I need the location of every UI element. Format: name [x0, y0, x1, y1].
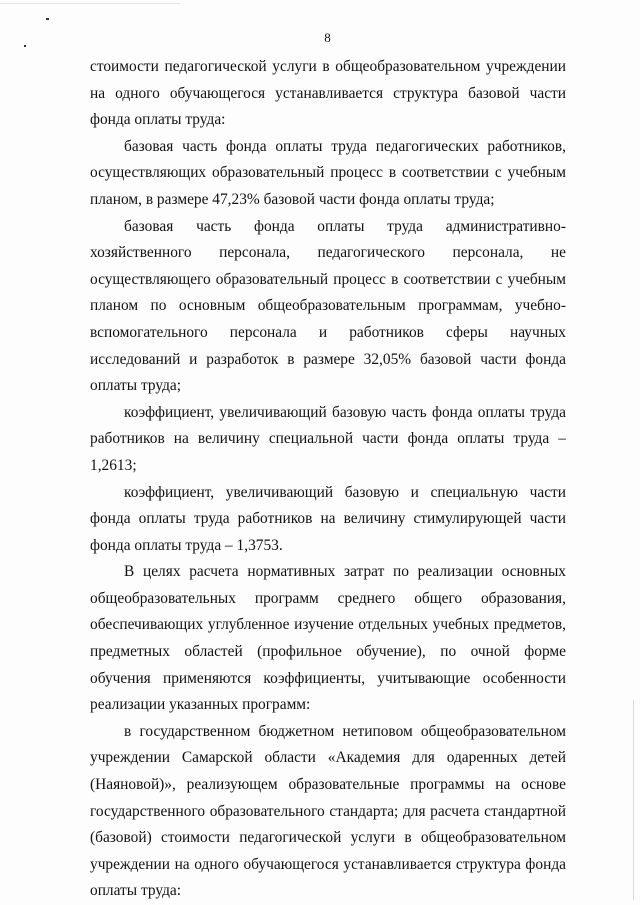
- scan-edge: [0, 3, 180, 4]
- paragraph: базовая часть фонда оплаты труда педагогических работников, осуществляющих образовательный процесс в соответствии с учебным планом, в размере 47,23% базовой части фонда оплаты труда;: [90, 137, 566, 208]
- scan-speck: [46, 18, 49, 20]
- paragraph: коэффициент, увеличивающий базовую и специальную части фонда оплаты труда работников на величину стимулирующей части фонда оплаты труда – 1,3753.: [90, 483, 566, 554]
- scan-edge: [633, 700, 634, 900]
- page-number: 8: [324, 30, 331, 45]
- paragraph: коэффициент, увеличивающий базовую часть фонда оплаты труда работников на величину специальной части фонда оплаты труда – 1,2613;: [90, 403, 566, 474]
- paragraph: В целях расчета нормативных затрат по реализации основных общеобразовательных программ среднего общего образования, обеспечивающих углубленное изучение отдельных учебных предметов, предметных областей (профильное обучение), по очной форме обучения применяются коэффициенты, учитывающие особенности реализации указанных программ:: [90, 563, 566, 714]
- paragraph: в государственном бюджетном нетиповом общеобразовательном учреждении Самарской области «Академия для одаренных детей (Наяновой)», реализующем образовательные программы на основе государственного образовательного стандарта; для расчета стандартной (базовой) стоимости педагогической услуги в общеобразовательном учреждении на одного обучающегося устанавливается структура фонда оплаты труда:: [90, 722, 566, 900]
- paragraph: стоимости педагогической услуги в общеобразовательном учреждении на одного обучающегося устанавливается структура базовой части фонда оплаты труда:: [90, 58, 566, 129]
- paragraph: базовая часть фонда оплаты труда административно-хозяйственного персонала, педагогического персонала, не осуществляющего образовательный процесс в соответствии с учебным планом по основным общеобразовательным программам, учебно-вспомогательного персонала и работников сферы научных исследований и разработок в размере 32,05% базовой части фонда оплаты труда;: [90, 217, 566, 395]
- body-text: [90, 54, 566, 905]
